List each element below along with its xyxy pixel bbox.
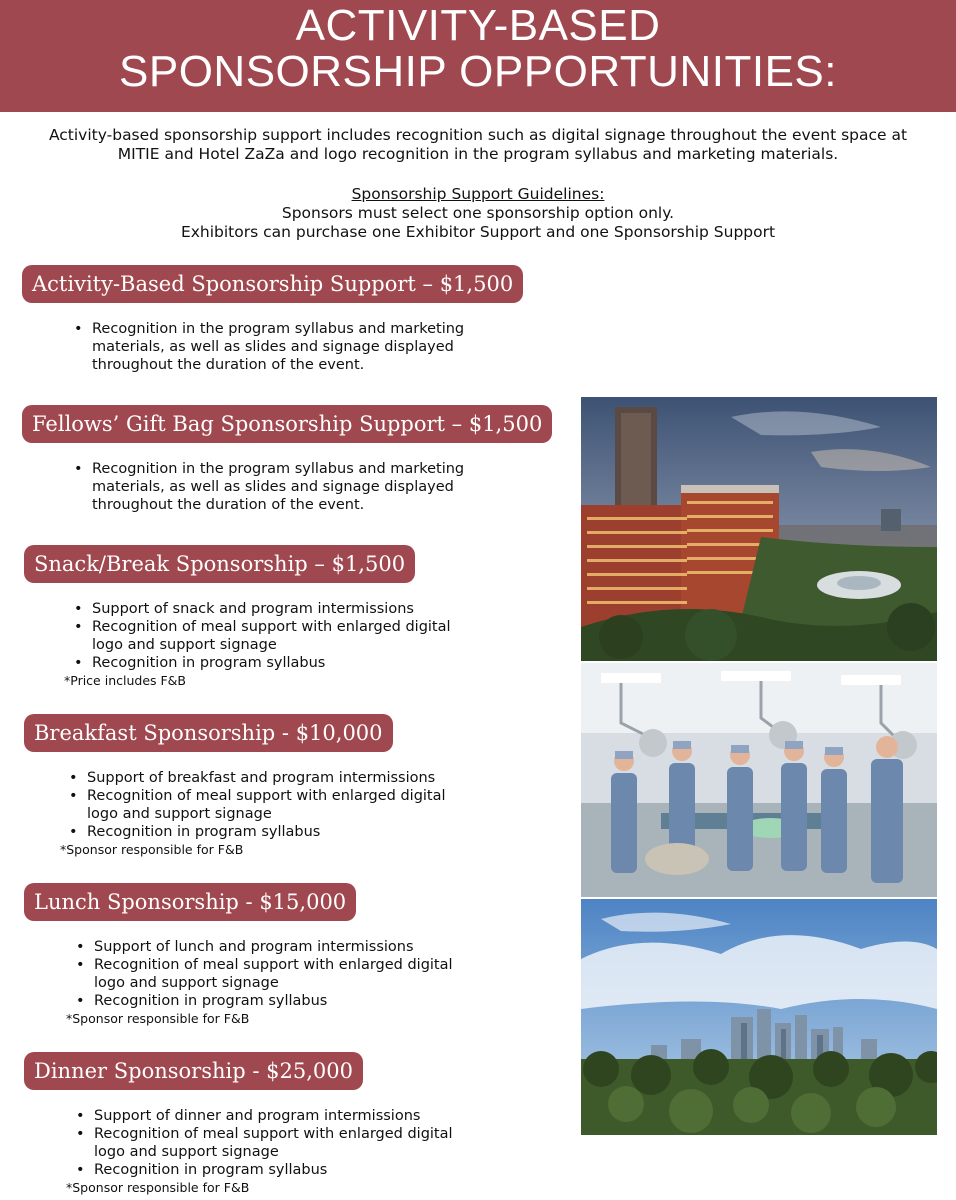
section-title-snack-break: Snack/Break Sponsorship – $1,500 [24,545,415,583]
guidelines-line-1: Sponsors must select one sponsorship option only. [281,204,675,222]
list-item: • Recognition in program syllabus [72,992,482,1010]
list-item: • Support of snack and program intermissions [70,600,480,618]
intro-paragraph [20,126,936,164]
note-snack-break: *Price includes F&B [64,673,187,688]
section-title-gift-bag: Fellows’ Gift Bag Sponsorship Support – $1,500 [22,405,552,443]
intro-line-1: Activity-based sponsorship support includes recognition such as digital signage throughout the event space at [48,126,908,144]
guidelines-block [20,185,936,242]
section-title-activity-based: Activity-Based Sponsorship Support – $1,500 [22,265,523,303]
list-item: • Recognition in program syllabus [72,1161,482,1179]
hotel-photo [581,397,937,661]
list-item: • Recognition in program syllabus [65,823,475,841]
section-list-gift-bag [70,460,490,514]
section-list-lunch [72,938,482,1010]
note-breakfast: *Sponsor responsible for F&B [60,842,244,857]
list-item: • Support of lunch and program intermissions [72,938,482,956]
list-item: • Recognition of meal support with enlarged digital logo and support signage [72,956,482,992]
page-title-line-1: ACTIVITY-BASED [295,1,661,50]
section-list-dinner [72,1107,482,1179]
guidelines-title: Sponsorship Support Guidelines: [351,185,605,203]
intro-line-2: MITIE and Hotel ZaZa and logo recognition in the program syllabus and marketing materials. [117,145,839,163]
note-lunch: *Sponsor responsible for F&B [66,1011,250,1026]
list-item: • Recognition in the program syllabus and marketing materials, as well as slides and signage displayed throughout the duration of the event. [70,460,490,514]
skyline-photo [581,899,937,1135]
list-item: • Recognition in the program syllabus and marketing materials, as well as slides and signage displayed throughout the duration of the event. [70,320,490,374]
surgical-lab-photo [581,663,937,897]
page-title-line-2: SPONSORSHIP OPPORTUNITIES: [119,47,837,96]
list-item: • Recognition of meal support with enlarged digital logo and support signage [70,618,480,654]
section-list-activity-based [70,320,490,374]
section-title-dinner: Dinner Sponsorship - $25,000 [24,1052,363,1090]
list-item: • Recognition of meal support with enlarged digital logo and support signage [72,1125,482,1161]
guidelines-line-2: Exhibitors can purchase one Exhibitor Support and one Sponsorship Support [180,223,776,241]
section-title-lunch: Lunch Sponsorship - $15,000 [24,883,356,921]
list-item: • Support of dinner and program intermissions [72,1107,482,1125]
list-item: • Support of breakfast and program intermissions [65,769,475,787]
section-list-breakfast [65,769,475,841]
list-item: • Recognition in program syllabus [70,654,480,672]
note-dinner: *Sponsor responsible for F&B [66,1180,250,1195]
title-banner [0,0,956,112]
section-title-breakfast: Breakfast Sponsorship - $10,000 [24,714,393,752]
section-list-snack-break [70,600,480,672]
list-item: • Recognition of meal support with enlarged digital logo and support signage [65,787,475,823]
